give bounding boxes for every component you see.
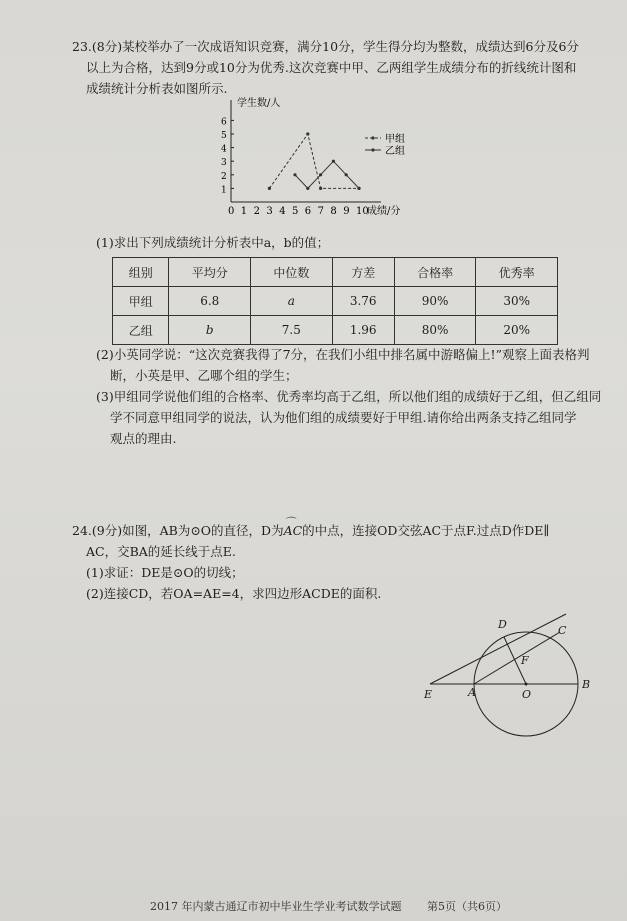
footer-title: 2017 年内蒙古通辽市初中毕业生学业考试数学试题 bbox=[150, 900, 402, 913]
x-tick-label: 9 bbox=[343, 206, 350, 217]
x-axis-label: 成绩/分 bbox=[367, 206, 401, 217]
y-tick-label: 5 bbox=[221, 131, 227, 141]
q24-line1: 24.(9分)如图，AB为⊙O的直径，D为⌒ AC的中点，连接OD交弦AC于点F.过点D作DE∥ bbox=[72, 520, 602, 541]
row1-cell: 乙组 bbox=[113, 316, 169, 345]
x-tick-label: 3 bbox=[266, 206, 273, 217]
data-point bbox=[319, 187, 322, 190]
row1-cell: 20% bbox=[476, 316, 558, 345]
center-point bbox=[525, 683, 528, 686]
x-tick-label: 10 bbox=[356, 206, 369, 217]
question-23 bbox=[72, 36, 592, 99]
x-tick-label: 7 bbox=[317, 206, 324, 217]
data-point bbox=[345, 173, 348, 176]
question-24 bbox=[72, 520, 602, 604]
data-point bbox=[268, 187, 271, 190]
line-chart bbox=[215, 92, 425, 222]
q23-part2-line1: (2)小英同学说：“这次竞赛我得了7分，在我们小组中排名属中游略偏上!”观察上面表格判 bbox=[96, 347, 590, 362]
label-c: C bbox=[558, 624, 567, 637]
q23-part3-line3: 观点的理由. bbox=[110, 431, 177, 446]
table-header-row bbox=[113, 258, 558, 287]
q23-part3 bbox=[96, 386, 606, 449]
y-tick-label: 6 bbox=[221, 117, 227, 128]
geometry-figure bbox=[418, 604, 608, 764]
row0-cell: 90% bbox=[394, 287, 476, 316]
q23-line1: 23.(8分)某校举办了一次成语知识竞赛，满分10分，学生得分均为整数，成绩达到6分及6分 bbox=[72, 39, 579, 54]
row1-cell: b bbox=[169, 316, 251, 345]
page-footer bbox=[150, 898, 529, 914]
x-tick-label: 0 bbox=[228, 206, 235, 217]
y-axis-label: 学生数/人 bbox=[237, 98, 281, 109]
header-cell: 方差 bbox=[332, 258, 394, 287]
legend-label: 乙组 bbox=[385, 146, 405, 157]
legend-marker bbox=[371, 148, 374, 151]
row1-cell: 7.5 bbox=[251, 316, 333, 345]
table-row bbox=[113, 287, 558, 316]
q24-part1: (1)求证：DE是⊙O的切线； bbox=[86, 565, 244, 580]
data-point bbox=[306, 132, 309, 135]
row0-cell: 3.76 bbox=[332, 287, 394, 316]
header-cell: 中位数 bbox=[251, 258, 333, 287]
data-point bbox=[332, 160, 335, 163]
header-cell: 合格率 bbox=[394, 258, 476, 287]
chart-series bbox=[268, 132, 361, 190]
q23-part1: (1)求出下列成绩统计分析表中a，b的值； bbox=[96, 235, 330, 250]
x-tick-label: 4 bbox=[279, 206, 286, 217]
label-f: F bbox=[521, 654, 529, 667]
q23-part2 bbox=[96, 344, 606, 386]
x-tick-label: 6 bbox=[304, 206, 312, 217]
stats-table bbox=[112, 257, 558, 345]
row0-cell: a bbox=[251, 287, 333, 316]
x-tick-label: 8 bbox=[330, 206, 337, 217]
y-tick-label: 2 bbox=[221, 171, 227, 182]
series-line-1 bbox=[269, 134, 359, 188]
data-point bbox=[306, 187, 309, 190]
chord-ac bbox=[474, 632, 560, 684]
series-line-2 bbox=[295, 161, 359, 188]
chart-legend bbox=[365, 133, 405, 157]
label-a: A bbox=[468, 686, 476, 699]
data-point bbox=[357, 187, 360, 190]
q23-part3-line1: (3)甲组同学说他们组的合格率、优秀率均高于乙组，所以他们组的成绩好于乙组，但乙组同 bbox=[96, 389, 602, 404]
row0-cell: 甲组 bbox=[113, 287, 169, 316]
y-tick-label: 4 bbox=[221, 144, 227, 155]
label-b: B bbox=[582, 678, 591, 691]
legend-marker bbox=[371, 136, 374, 139]
header-cell: 平均分 bbox=[169, 258, 251, 287]
y-tick-label: 3 bbox=[221, 158, 227, 169]
chart-axes bbox=[221, 96, 400, 217]
x-tick-label: 5 bbox=[292, 206, 299, 217]
header-cell: 组别 bbox=[113, 258, 169, 287]
row0-cell: 6.8 bbox=[169, 287, 251, 316]
y-tick-label: 1 bbox=[221, 185, 227, 196]
q24-part2: (2)连接CD，若OA=AE=4，求四边形ACDE的面积. bbox=[86, 586, 382, 601]
label-d: D bbox=[498, 618, 507, 631]
x-tick-label: 1 bbox=[240, 206, 248, 217]
label-o: O bbox=[522, 688, 532, 701]
footer-page-number: 第5页（共6页） bbox=[427, 900, 507, 913]
q23-part2-line2: 断，小英是甲、乙哪个组的学生； bbox=[110, 368, 298, 383]
arc-ac-label: ⌒ AC bbox=[284, 523, 303, 538]
row1-cell: 80% bbox=[394, 316, 476, 345]
q23-line2: 以上为合格，达到9分或10分为优秀.这次竞赛中甲、乙两组学生成绩分布的折线统计图和 bbox=[86, 60, 577, 75]
header-cell: 优秀率 bbox=[476, 258, 558, 287]
table-row bbox=[113, 316, 558, 345]
data-point bbox=[293, 173, 296, 176]
row0-cell: 30% bbox=[476, 287, 558, 316]
q23-part3-line2: 学不同意甲组同学的说法，认为他们组的成绩要好于甲组.请你给出两条支持乙组同学 bbox=[110, 410, 577, 425]
row1-cell: 1.96 bbox=[332, 316, 394, 345]
data-point bbox=[319, 173, 322, 176]
label-e: E bbox=[424, 688, 433, 701]
x-tick-label: 2 bbox=[253, 206, 260, 217]
q23-line3: 成绩统计分析表如图所示. bbox=[86, 81, 228, 96]
q24-line2: AC，交BA的延长线于点E. bbox=[86, 544, 236, 559]
legend-label: 甲组 bbox=[385, 134, 405, 145]
